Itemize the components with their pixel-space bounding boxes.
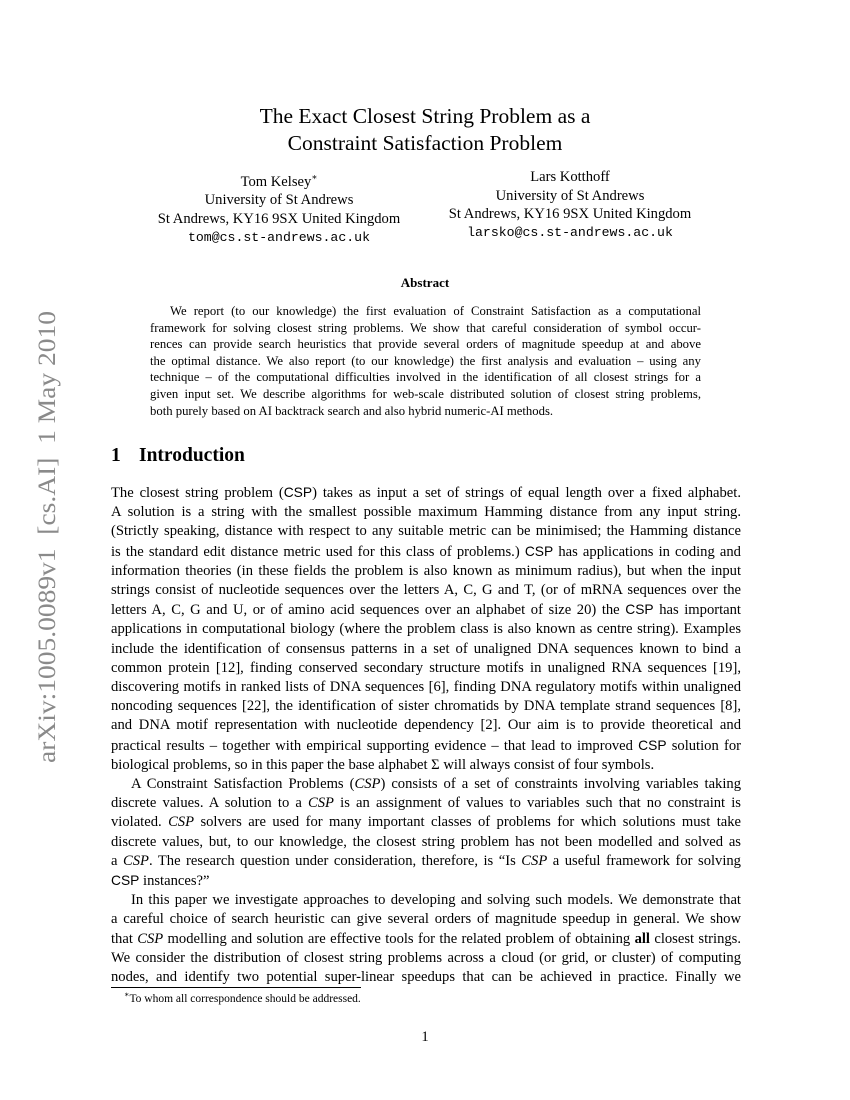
abstract-line: technique – of the computational difficulties involved in the identification of all closest strings for a (150, 370, 701, 385)
body-line: practical results – together with empirical supporting evidence – that lead to improved CSP solution for (111, 737, 741, 754)
body-line: common protein [12], finding conserved secondary structure motifs in unaligned RNA sequences [19], (111, 659, 741, 676)
author-affiliation: University of St Andrews (204, 192, 354, 209)
body-line: nodes, and identify two potential super-linear speedups that can be achieved in practice. Finally we (111, 969, 741, 986)
body-line: information theories (in these fields the problem is also known as minimum radius), but when the input (111, 562, 741, 579)
body-line: In this paper we investigate approaches to developing and solving such models. We demonstrate that (131, 892, 741, 909)
abstract-body (150, 303, 701, 419)
abstract-line: given input set. We describe algorithms for web-scale distributed solution of closest string problems, (150, 386, 701, 401)
arxiv-stamp-svg (18, 308, 66, 768)
section-title: Introduction (139, 445, 245, 466)
author-name-line (129, 168, 429, 191)
body-line: A Constraint Satisfaction Problems (CSP) consists of a set of constraints involving variables taking (131, 776, 741, 793)
paper-title-line-2: Constraint Satisfaction Problem (287, 131, 563, 155)
body-line: that CSP modelling and solution are effective tools for the related problem of obtaining all closest strings. (111, 930, 741, 947)
body-line: The closest string problem (CSP) takes as input a set of strings of equal length over a fixed alphabet. (111, 485, 741, 501)
footnote-text: To whom all correspondence should be addressed. (129, 992, 361, 1005)
abstract-line: framework for solving closest string problems. We show that careful consideration of symbol occur- (150, 320, 701, 335)
author-name: Tom Kelsey (240, 173, 312, 190)
author-email[interactable]: larsko@cs.st-andrews.ac.uk (467, 224, 673, 240)
paper-title-line-1: The Exact Closest String Problem as a (259, 104, 591, 128)
abstract-line: We report (to our knowledge) the first evaluation of Constraint Satisfaction as a computational (170, 304, 701, 318)
abstract-line: rences can provide search heuristics that provide several orders of magnitude speedup at and above (150, 337, 701, 352)
footnote-rule (111, 987, 361, 988)
body-line: letters A, C, G and U, or of amino acid sequences over an alphabet of size 20) the CSP has important (111, 602, 741, 619)
abstract-line: both purely based on AI backtrack search and also hybrid numeric-AI methods. (150, 403, 554, 418)
body-line: discrete values. A solution to a CSP is an assignment of values to variables such that no constraint is (111, 795, 741, 812)
author-address: St Andrews, KY16 9SX United Kingdom (157, 211, 401, 228)
page-number: 1 (421, 1029, 429, 1045)
author-block-kelsey (129, 168, 429, 247)
author-affiliation: University of St Andrews (495, 187, 645, 204)
author-name: Lars Kotthoff (530, 169, 610, 185)
body-line: applications in computational biology (where the problem class is also known as centre string). Examples (111, 621, 741, 638)
body-line: biological problems, so in this paper the base alphabet Σ will always consist of four symbols. (111, 756, 655, 773)
body-line: a CSP. The research question under consideration, therefore, is “Is CSP a useful framework for solving (111, 852, 741, 869)
author-email[interactable]: tom@cs.st-andrews.ac.uk (187, 229, 371, 245)
author-name-line (420, 168, 720, 187)
body-line: strings consist of nucleotide sequences over the letters A, C, G and T, (or of mRNA sequences over the (111, 582, 741, 599)
section-number: 1 (111, 445, 121, 466)
body-line: CSP instances?” (111, 873, 210, 890)
arxiv-id-text: arXiv:1005.0089v1 [cs.AI] 1 May 2010 (34, 351, 61, 763)
body-line: a careful choice of search heuristic can give several orders of magnitude speedup in general. We show (111, 911, 741, 928)
body-line: include the identification of consensus patterns in a set of unaligned DNA sequences known to bind a (111, 640, 741, 657)
abstract-heading: Abstract (400, 275, 450, 290)
author-address: St Andrews, KY16 9SX United Kingdom (448, 206, 692, 223)
section-heading-introduction (111, 445, 245, 467)
arxiv-stamp (18, 308, 66, 768)
author-block-kotthoff (420, 168, 720, 242)
footnote-marker: ∗ (311, 172, 318, 182)
body-line: discovering motifs in ranked lists of DNA sequences [6], finding DNA regulatory motifs within unaligned (111, 679, 741, 696)
body-line: We consider the distribution of closest string problems across a cloud (or grid, or cluster) of computing (111, 949, 741, 966)
body-line: discrete values, but, to our knowledge, the closest string problem has not been modelled and solved as (111, 833, 741, 850)
body-line: violated. CSP solvers are used for many important classes of problems for which solutions must take (111, 814, 741, 831)
body-line: (Strictly speaking, distance with respect to any suitable metric can be minimised; the Hamming distance (111, 523, 741, 540)
body-line: A solution is a string with the smallest possible maximum Hamming distance from any input string. (111, 504, 741, 521)
body-line: and DNA motif representation with nucleotide dependency [2]. Our aim is to provide theoretical and (111, 717, 741, 734)
introduction-body (111, 483, 741, 987)
abstract-line: the optimal distance. We also report (to our knowledge) the first analysis and evaluation – using any (150, 353, 701, 368)
footnote (124, 990, 361, 1005)
footnote-marker: ∗ (124, 990, 130, 999)
body-line: noncoding sequences [22], the identification of sister chromatids by DNA template strand sequences [8], (111, 698, 741, 715)
body-line: is the standard edit distance metric used for this class of problems.) CSP has applications in coding and (111, 543, 741, 560)
